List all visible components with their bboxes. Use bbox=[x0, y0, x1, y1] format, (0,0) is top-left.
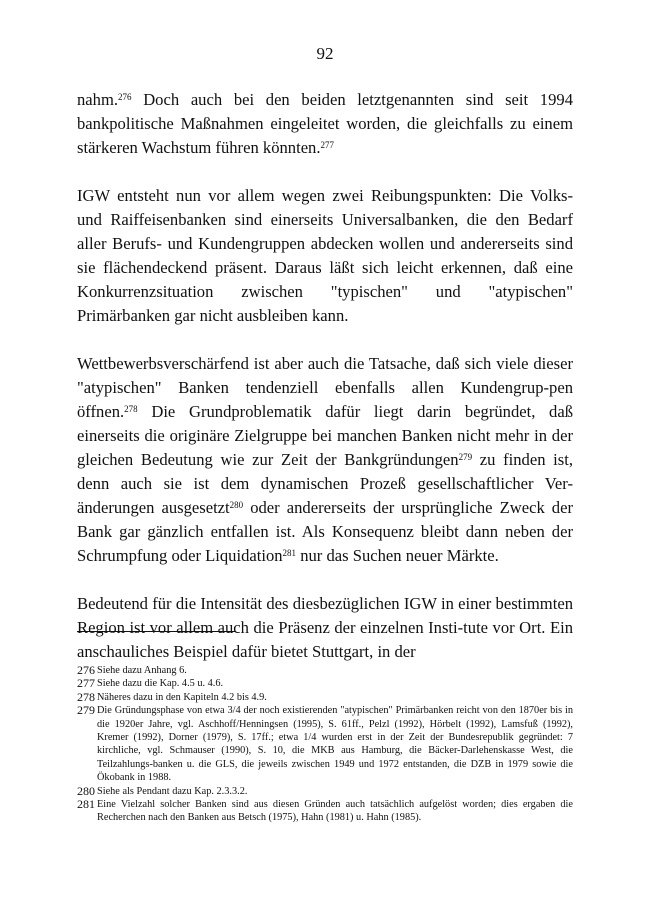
text-run: oder andererseits der ursprüngliche Zweck der Bank gar gänzlich entfallen ist. Als Konsequenz bleibt dann neben der Schrumpfung oder Liquidation bbox=[77, 498, 573, 565]
footnote-number: 277 bbox=[77, 676, 95, 691]
text-run: Wettbewerbsverschärfend ist aber auch die Tatsache, daß sich viele dieser "atypischen" Banken tendenziell ebenfalls allen Kundengrup-pen öffnen. bbox=[77, 354, 573, 421]
text-run: Die Grundproblematik dafür liegt darin begründet, daß einerseits die originäre Zielgruppe bei manchen Banken nicht mehr in der gleichen Bedeutung wie zur Zeit der Bankgründungen bbox=[77, 402, 573, 469]
body-paragraph bbox=[77, 184, 573, 328]
footnote-number: 276 bbox=[77, 663, 95, 677]
footnote-separator bbox=[77, 631, 235, 632]
footnote bbox=[77, 798, 573, 825]
body-text bbox=[77, 88, 573, 691]
footnote-number: 281 bbox=[77, 797, 95, 812]
footnote-reference: 281 bbox=[282, 548, 297, 558]
text-run: IGW entsteht nun vor allem wegen zwei Reibungspunkten: Die Volks- und Raiffeisenbanken sind einerseits Universalbanken, die den Bedarf aller Berufs- und Kundengruppen abdecken wollen und andererseits sind sie flächendeckend präsent. Daraus läßt sich leicht erkennen, daß eine Konkurrenzsituation zwischen "typischen" und "atypischen" Primärbanken gar nicht ausbleiben kann. bbox=[77, 186, 573, 325]
footnote-text: Siehe dazu Anhang 6. bbox=[97, 665, 187, 676]
footnote bbox=[77, 664, 573, 677]
text-run: Doch auch bei den beiden letztgenannten sind seit 1994 bankpolitische Maßnahmen eingeleitet worden, die gleichfalls zu einem stärkeren Wachstum führen könnten. bbox=[77, 90, 573, 157]
footnote-number: 278 bbox=[77, 689, 95, 704]
footnote-reference: 278 bbox=[124, 404, 138, 414]
footnote bbox=[77, 691, 573, 704]
body-paragraph bbox=[77, 352, 573, 568]
footnote-reference: 277 bbox=[320, 140, 335, 150]
text-run: Bedeutend für die Intensität des diesbezüglichen IGW in einer bestimmten Region ist vor allem auch die Präsenz der einzelnen Insti-tute vor Ort. Ein anschauliches Beispiel dafür bietet Stuttgart, in der bbox=[77, 594, 573, 661]
footnotes bbox=[77, 664, 573, 825]
page-number: 92 bbox=[316, 44, 334, 63]
footnote bbox=[77, 704, 573, 784]
footnote-text: Siehe dazu die Kap. 4.5 u. 4.6. bbox=[97, 678, 224, 690]
footnote bbox=[77, 785, 573, 798]
footnote-reference: 276 bbox=[118, 92, 132, 102]
footnote-number: 279 bbox=[77, 703, 95, 718]
footnote-text: Siehe als Pendant dazu Kap. 2.3.3.2. bbox=[97, 785, 248, 797]
footnote-reference: 280 bbox=[229, 500, 244, 510]
body-paragraph bbox=[77, 592, 573, 664]
footnote bbox=[77, 677, 573, 690]
footnote-reference: 279 bbox=[458, 452, 473, 462]
text-run: nur das Suchen neuer Märkte. bbox=[296, 546, 499, 565]
footnote-text: Die Gründungsphase von etwa 3/4 der noch existierenden "atypischen" Primärbanken reicht von den 1870er bis in die 1920er Jahre, vgl. Aschhoff/Henningsen (1995), S. 61ff., Pelzl (1992), Hörbelt (1992), Lamsfuß (1992), Kremer (1992), Dorner (1979), S. 17ff.; etwa 1/4 wurden erst in der Zeit der Bundesrepublik gegründet: 7 kirchliche, vgl. Schmauser (1990), S. 10, die MKB aus Hamburg, die Bäcker-Darlehenskasse West, die Teilzahlungs-banken u. die GLS, die jeweils zwischen 1949 und 1972 entstanden, die DZB in 1979 sowie die Ökobank in 1988. bbox=[97, 705, 573, 784]
footnote-text: Eine Vielzahl solcher Banken sind aus diesen Gründen auch tatsächlich aufgelöst worden; dies ergaben die Recherchen nach den Banken aus Betsch (1975), Hahn (1981) u. Hahn (1985). bbox=[97, 799, 573, 824]
text-run: zu finden ist, denn auch sie ist dem dynamischen Prozeß gesellschaftlicher Ver-änderungen ausgesetzt bbox=[77, 450, 573, 517]
text-run: nahm. bbox=[77, 90, 119, 109]
body-paragraph bbox=[77, 88, 573, 160]
footnote-text: Näheres dazu in den Kapiteln 4.2 bis 4.9. bbox=[97, 691, 267, 703]
footnote-number: 280 bbox=[77, 783, 95, 798]
